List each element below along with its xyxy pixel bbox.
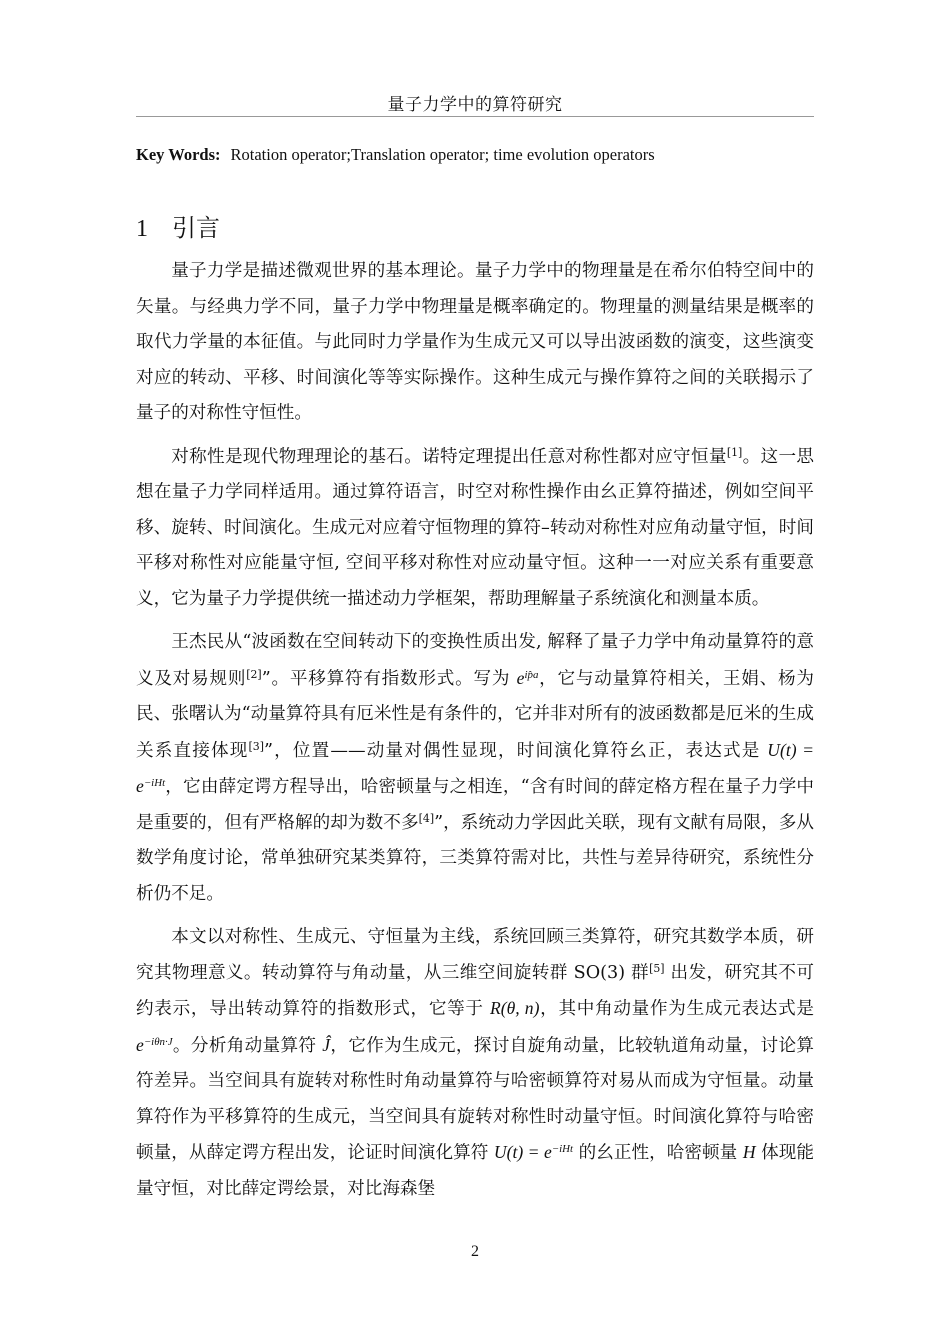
paragraph-4-text-c: ，其中角动量作为生成元表达式是 bbox=[539, 999, 814, 1019]
paragraph-4-text-e: ，它作为生成元，探讨自旋角动量，比较轨道角动量，讨论算符差异。当空间具有旋转对称性时角动量算符与哈密顿算符对易从而成为守恒量。动量算符作为平移算符的生成元，当空间具有旋转对称性时动量守恒。时间演化算符与哈密顿量，从薛定谔方程出发，论证时间演化算符 bbox=[136, 1035, 815, 1163]
citation-3: [3] bbox=[248, 739, 264, 753]
keywords-label: Key Words: bbox=[136, 145, 221, 164]
paragraph-3-text-c: ，它与动量算符相关，王娟、杨为民、张曙认为“动量算符具有厄米性是有条件的，它并非对所有的波函数都是厄米的生成关系直接体现 bbox=[136, 668, 814, 761]
keywords-text: Rotation operator;Translation operator; time evolution operators bbox=[230, 145, 655, 164]
section-title: 引言 bbox=[172, 214, 220, 242]
citation-1: [1] bbox=[726, 445, 743, 459]
section-number: 1 bbox=[136, 216, 148, 242]
citation-2: [2] bbox=[246, 667, 262, 681]
translation-operator-formula: $e^{ip̂a}$ bbox=[516, 667, 539, 688]
paragraph-3-text-d: ”，位置——动量对偶性显现，时间演化算符幺正，表达式是 bbox=[263, 740, 768, 761]
keywords bbox=[136, 145, 836, 165]
hamiltonian-symbol: H bbox=[742, 1142, 756, 1162]
paragraph-4-text-f: 的幺正性，哈密顿量 bbox=[573, 1143, 743, 1163]
paragraph-3-text-e: ，它由薛定谔方程导出，哈密顿量与之相连，“含有时间的薛定格方程在量子力学中是重要的，但有严格解的却为数不多 bbox=[136, 777, 814, 833]
time-evolution-formula-2: $U(t) = e^{-iHt}$ bbox=[493, 1142, 574, 1162]
section-heading bbox=[136, 208, 220, 243]
angular-momentum-operator: Ĵ bbox=[322, 1034, 331, 1055]
rotation-exponential-formula: $e^{-i\theta n\cdot J}$ bbox=[136, 1034, 173, 1055]
citation-4: [4] bbox=[418, 811, 435, 825]
time-evolution-formula: $U(t) = e^{-iHt}$ bbox=[136, 739, 814, 796]
running-header: 量子力学中的算符研究 bbox=[387, 95, 563, 115]
paragraph-2-text-b: 。这一思想在量子力学同样适用。通过算符语言，时空对称性操作由幺正算符描述，例如空间平移、旋转、时间演化。生成元对应着守恒物理的算符–转动对称性对应角动量守恒，时间平移对称性对应能量守恒, 空间平移对称性对应动量守恒。这种一一对应关系有重要意义，它为量子力学提供统一描述动力学框架，帮助理解量子系统演化和测量本质。 bbox=[136, 446, 814, 609]
paragraph-3-text-b: ”。平移算符有指数形式。写为 bbox=[261, 668, 517, 689]
paragraph-1: 量子力学是描述微观世界的基本理论。量子力学中的物理量是在希尔伯特空间中的矢量。与经典力学不同，量子力学中物理量是概率确定的。物理量的测量结果是概率的取代力学量的本征值。与此同时力学量作为生成元又可以导出波函数的演变，这些演变对应的转动、平移、时间演化等等实际操作。这种生成元与操作算符之间的关联揭示了量子的对称性守恒性。 bbox=[136, 261, 814, 423]
rotation-operator-formula: R(θ, n) bbox=[490, 998, 540, 1018]
paragraph-4-text-b: 出发，研究其不可约表示，导出转动算符的指数形式，它等于 bbox=[136, 962, 815, 1019]
paragraph-4 bbox=[136, 920, 814, 1207]
paragraph-3-text-a: 王杰民从“波函数在空间转动下的变换性质出发, 解释了量子力学中角动量算符的意义及对易规则 bbox=[136, 632, 814, 689]
paragraph-3-text-f: ”，系统动力学因此关联，现有文献有局限，多从数学角度讨论，常单独研究某类算符，三类算符需对比，共性与差异待研究，系统性分析仍不足。 bbox=[136, 812, 814, 904]
paragraph-4-text-g: 体现能量守恒，对比薛定谔绘景，对比海森堡 bbox=[136, 1143, 815, 1199]
body-text bbox=[136, 254, 814, 1215]
paragraph-2 bbox=[136, 440, 814, 618]
paragraph-3 bbox=[136, 625, 814, 912]
paragraph-2-text-a: 对称性是现代物理理论的基石。诺特定理提出任意对称性都对应守恒量 bbox=[171, 446, 727, 467]
paragraph-4-text-a: 本文以对称性、生成元、守恒量为主线，系统回顾三类算符，研究其数学本质，研究其物理意义。转动算符与角动量，从三维空间旋转群 SO(3) 群 bbox=[136, 927, 814, 983]
citation-5: [5] bbox=[649, 961, 665, 975]
header-rule bbox=[136, 116, 814, 117]
page-number: 2 bbox=[471, 1243, 479, 1260]
paragraph-4-text-d: 。分析角动量算符 bbox=[172, 1035, 323, 1056]
